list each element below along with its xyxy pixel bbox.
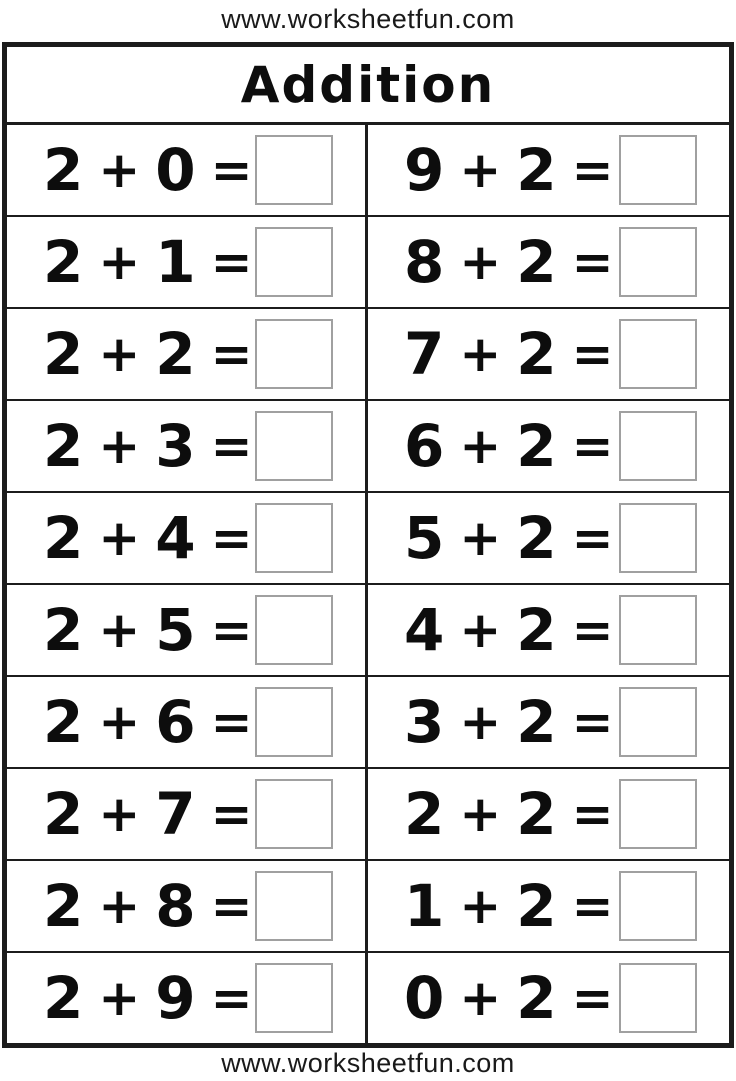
- answer-box[interactable]: [255, 963, 333, 1033]
- operand-b: 0: [155, 136, 196, 204]
- plus-sign: +: [98, 693, 141, 751]
- header-url: www.worksheetfun.com: [221, 4, 515, 34]
- equation: [43, 228, 253, 296]
- problem-row: [7, 677, 729, 769]
- operand-b: 2: [516, 412, 557, 480]
- problem-cell-right: [368, 861, 729, 951]
- problem-cell-left: [7, 677, 368, 767]
- equals-sign: =: [210, 141, 253, 199]
- problem-row: [7, 861, 729, 953]
- equation: [404, 596, 614, 664]
- problem-row: [7, 401, 729, 493]
- equals-sign: =: [210, 785, 253, 843]
- equals-sign: =: [210, 509, 253, 567]
- problem-row: [7, 217, 729, 309]
- operand-a: 2: [43, 780, 84, 848]
- plus-sign: +: [98, 417, 141, 475]
- answer-box[interactable]: [619, 227, 697, 297]
- problem-row: [7, 585, 729, 677]
- answer-box[interactable]: [255, 227, 333, 297]
- plus-sign: +: [98, 509, 141, 567]
- worksheet-title: Addition: [7, 47, 729, 125]
- equation: [43, 780, 253, 848]
- equation: [43, 412, 253, 480]
- problem-cell-right: [368, 493, 729, 583]
- operand-b: 2: [516, 136, 557, 204]
- operand-b: 2: [516, 964, 557, 1032]
- problem-cell-left: [7, 585, 368, 675]
- answer-box[interactable]: [255, 135, 333, 205]
- plus-sign: +: [98, 233, 141, 291]
- operand-a: 2: [43, 412, 84, 480]
- operand-a: 2: [43, 964, 84, 1032]
- problem-cell-right: [368, 309, 729, 399]
- problem-cell-left: [7, 401, 368, 491]
- answer-box[interactable]: [619, 503, 697, 573]
- problem-row: [7, 309, 729, 401]
- operand-a: 2: [43, 872, 84, 940]
- operand-a: 2: [43, 228, 84, 296]
- worksheet-table: [2, 42, 734, 1048]
- answer-box[interactable]: [255, 411, 333, 481]
- equation: [404, 412, 614, 480]
- equals-sign: =: [571, 601, 614, 659]
- equals-sign: =: [210, 693, 253, 751]
- equation: [43, 596, 253, 664]
- problem-cell-left: [7, 769, 368, 859]
- operand-a: 0: [404, 964, 445, 1032]
- problem-cell-left: [7, 493, 368, 583]
- equals-sign: =: [210, 233, 253, 291]
- plus-sign: +: [98, 141, 141, 199]
- plus-sign: +: [98, 969, 141, 1027]
- equation: [404, 136, 614, 204]
- equals-sign: =: [210, 969, 253, 1027]
- operand-b: 2: [516, 228, 557, 296]
- equation: [404, 504, 614, 572]
- answer-box[interactable]: [619, 319, 697, 389]
- problem-cell-right: [368, 953, 729, 1043]
- plus-sign: +: [98, 785, 141, 843]
- equation: [404, 228, 614, 296]
- equals-sign: =: [571, 417, 614, 475]
- plus-sign: +: [459, 785, 502, 843]
- problem-cell-right: [368, 125, 729, 215]
- problem-cell-right: [368, 769, 729, 859]
- equation: [404, 780, 614, 848]
- equals-sign: =: [571, 877, 614, 935]
- equation: [43, 136, 253, 204]
- equals-sign: =: [571, 969, 614, 1027]
- operand-b: 2: [516, 688, 557, 756]
- equation: [404, 320, 614, 388]
- answer-box[interactable]: [255, 503, 333, 573]
- operand-b: 4: [155, 504, 196, 572]
- answer-box[interactable]: [619, 963, 697, 1033]
- operand-b: 7: [155, 780, 196, 848]
- operand-b: 9: [155, 964, 196, 1032]
- operand-b: 2: [155, 320, 196, 388]
- answer-box[interactable]: [255, 779, 333, 849]
- equals-sign: =: [210, 601, 253, 659]
- operand-a: 7: [404, 320, 445, 388]
- problem-cell-right: [368, 401, 729, 491]
- operand-a: 2: [43, 136, 84, 204]
- equation: [43, 872, 253, 940]
- problem-cell-left: [7, 125, 368, 215]
- equation: [43, 688, 253, 756]
- operand-a: 2: [404, 780, 445, 848]
- equals-sign: =: [210, 417, 253, 475]
- plus-sign: +: [98, 601, 141, 659]
- problem-cell-left: [7, 953, 368, 1043]
- problem-cell-left: [7, 309, 368, 399]
- operand-b: 8: [155, 872, 196, 940]
- operand-b: 3: [155, 412, 196, 480]
- problem-row: [7, 125, 729, 217]
- operand-b: 6: [155, 688, 196, 756]
- answer-box[interactable]: [619, 779, 697, 849]
- operand-a: 6: [404, 412, 445, 480]
- operand-a: 1: [404, 872, 445, 940]
- plus-sign: +: [459, 325, 502, 383]
- problem-cell-right: [368, 677, 729, 767]
- problem-row: [7, 953, 729, 1043]
- operand-b: 2: [516, 596, 557, 664]
- equation: [404, 688, 614, 756]
- problem-rows: [7, 125, 729, 1043]
- operand-a: 2: [43, 596, 84, 664]
- plus-sign: +: [459, 601, 502, 659]
- plus-sign: +: [459, 141, 502, 199]
- answer-box[interactable]: [255, 871, 333, 941]
- equation: [43, 504, 253, 572]
- problem-cell-right: [368, 217, 729, 307]
- operand-a: 8: [404, 228, 445, 296]
- problem-cell-left: [7, 217, 368, 307]
- answer-box[interactable]: [255, 687, 333, 757]
- equals-sign: =: [571, 785, 614, 843]
- equals-sign: =: [210, 877, 253, 935]
- answer-box[interactable]: [619, 687, 697, 757]
- answer-box[interactable]: [255, 319, 333, 389]
- operand-b: 2: [516, 872, 557, 940]
- operand-a: 2: [43, 688, 84, 756]
- problem-row: [7, 493, 729, 585]
- equals-sign: =: [571, 233, 614, 291]
- operand-a: 9: [404, 136, 445, 204]
- plus-sign: +: [459, 509, 502, 567]
- plus-sign: +: [459, 693, 502, 751]
- operand-b: 5: [155, 596, 196, 664]
- operand-b: 2: [516, 320, 557, 388]
- answer-box[interactable]: [619, 411, 697, 481]
- problem-cell-left: [7, 861, 368, 951]
- plus-sign: +: [459, 969, 502, 1027]
- equals-sign: =: [571, 693, 614, 751]
- equation: [404, 872, 614, 940]
- operand-a: 5: [404, 504, 445, 572]
- plus-sign: +: [98, 877, 141, 935]
- equation: [43, 320, 253, 388]
- operand-b: 1: [155, 228, 196, 296]
- answer-box[interactable]: [255, 595, 333, 665]
- equals-sign: =: [571, 141, 614, 199]
- footer-url: www.worksheetfun.com: [221, 1048, 515, 1078]
- plus-sign: +: [459, 233, 502, 291]
- problem-cell-right: [368, 585, 729, 675]
- equation: [404, 964, 614, 1032]
- equals-sign: =: [571, 509, 614, 567]
- operand-b: 2: [516, 780, 557, 848]
- operand-a: 3: [404, 688, 445, 756]
- answer-box[interactable]: [619, 871, 697, 941]
- answer-box[interactable]: [619, 135, 697, 205]
- equals-sign: =: [571, 325, 614, 383]
- operand-a: 2: [43, 320, 84, 388]
- operand-b: 2: [516, 504, 557, 572]
- plus-sign: +: [459, 417, 502, 475]
- operand-a: 4: [404, 596, 445, 664]
- equals-sign: =: [210, 325, 253, 383]
- problem-row: [7, 769, 729, 861]
- answer-box[interactable]: [619, 595, 697, 665]
- operand-a: 2: [43, 504, 84, 572]
- plus-sign: +: [459, 877, 502, 935]
- equation: [43, 964, 253, 1032]
- plus-sign: +: [98, 325, 141, 383]
